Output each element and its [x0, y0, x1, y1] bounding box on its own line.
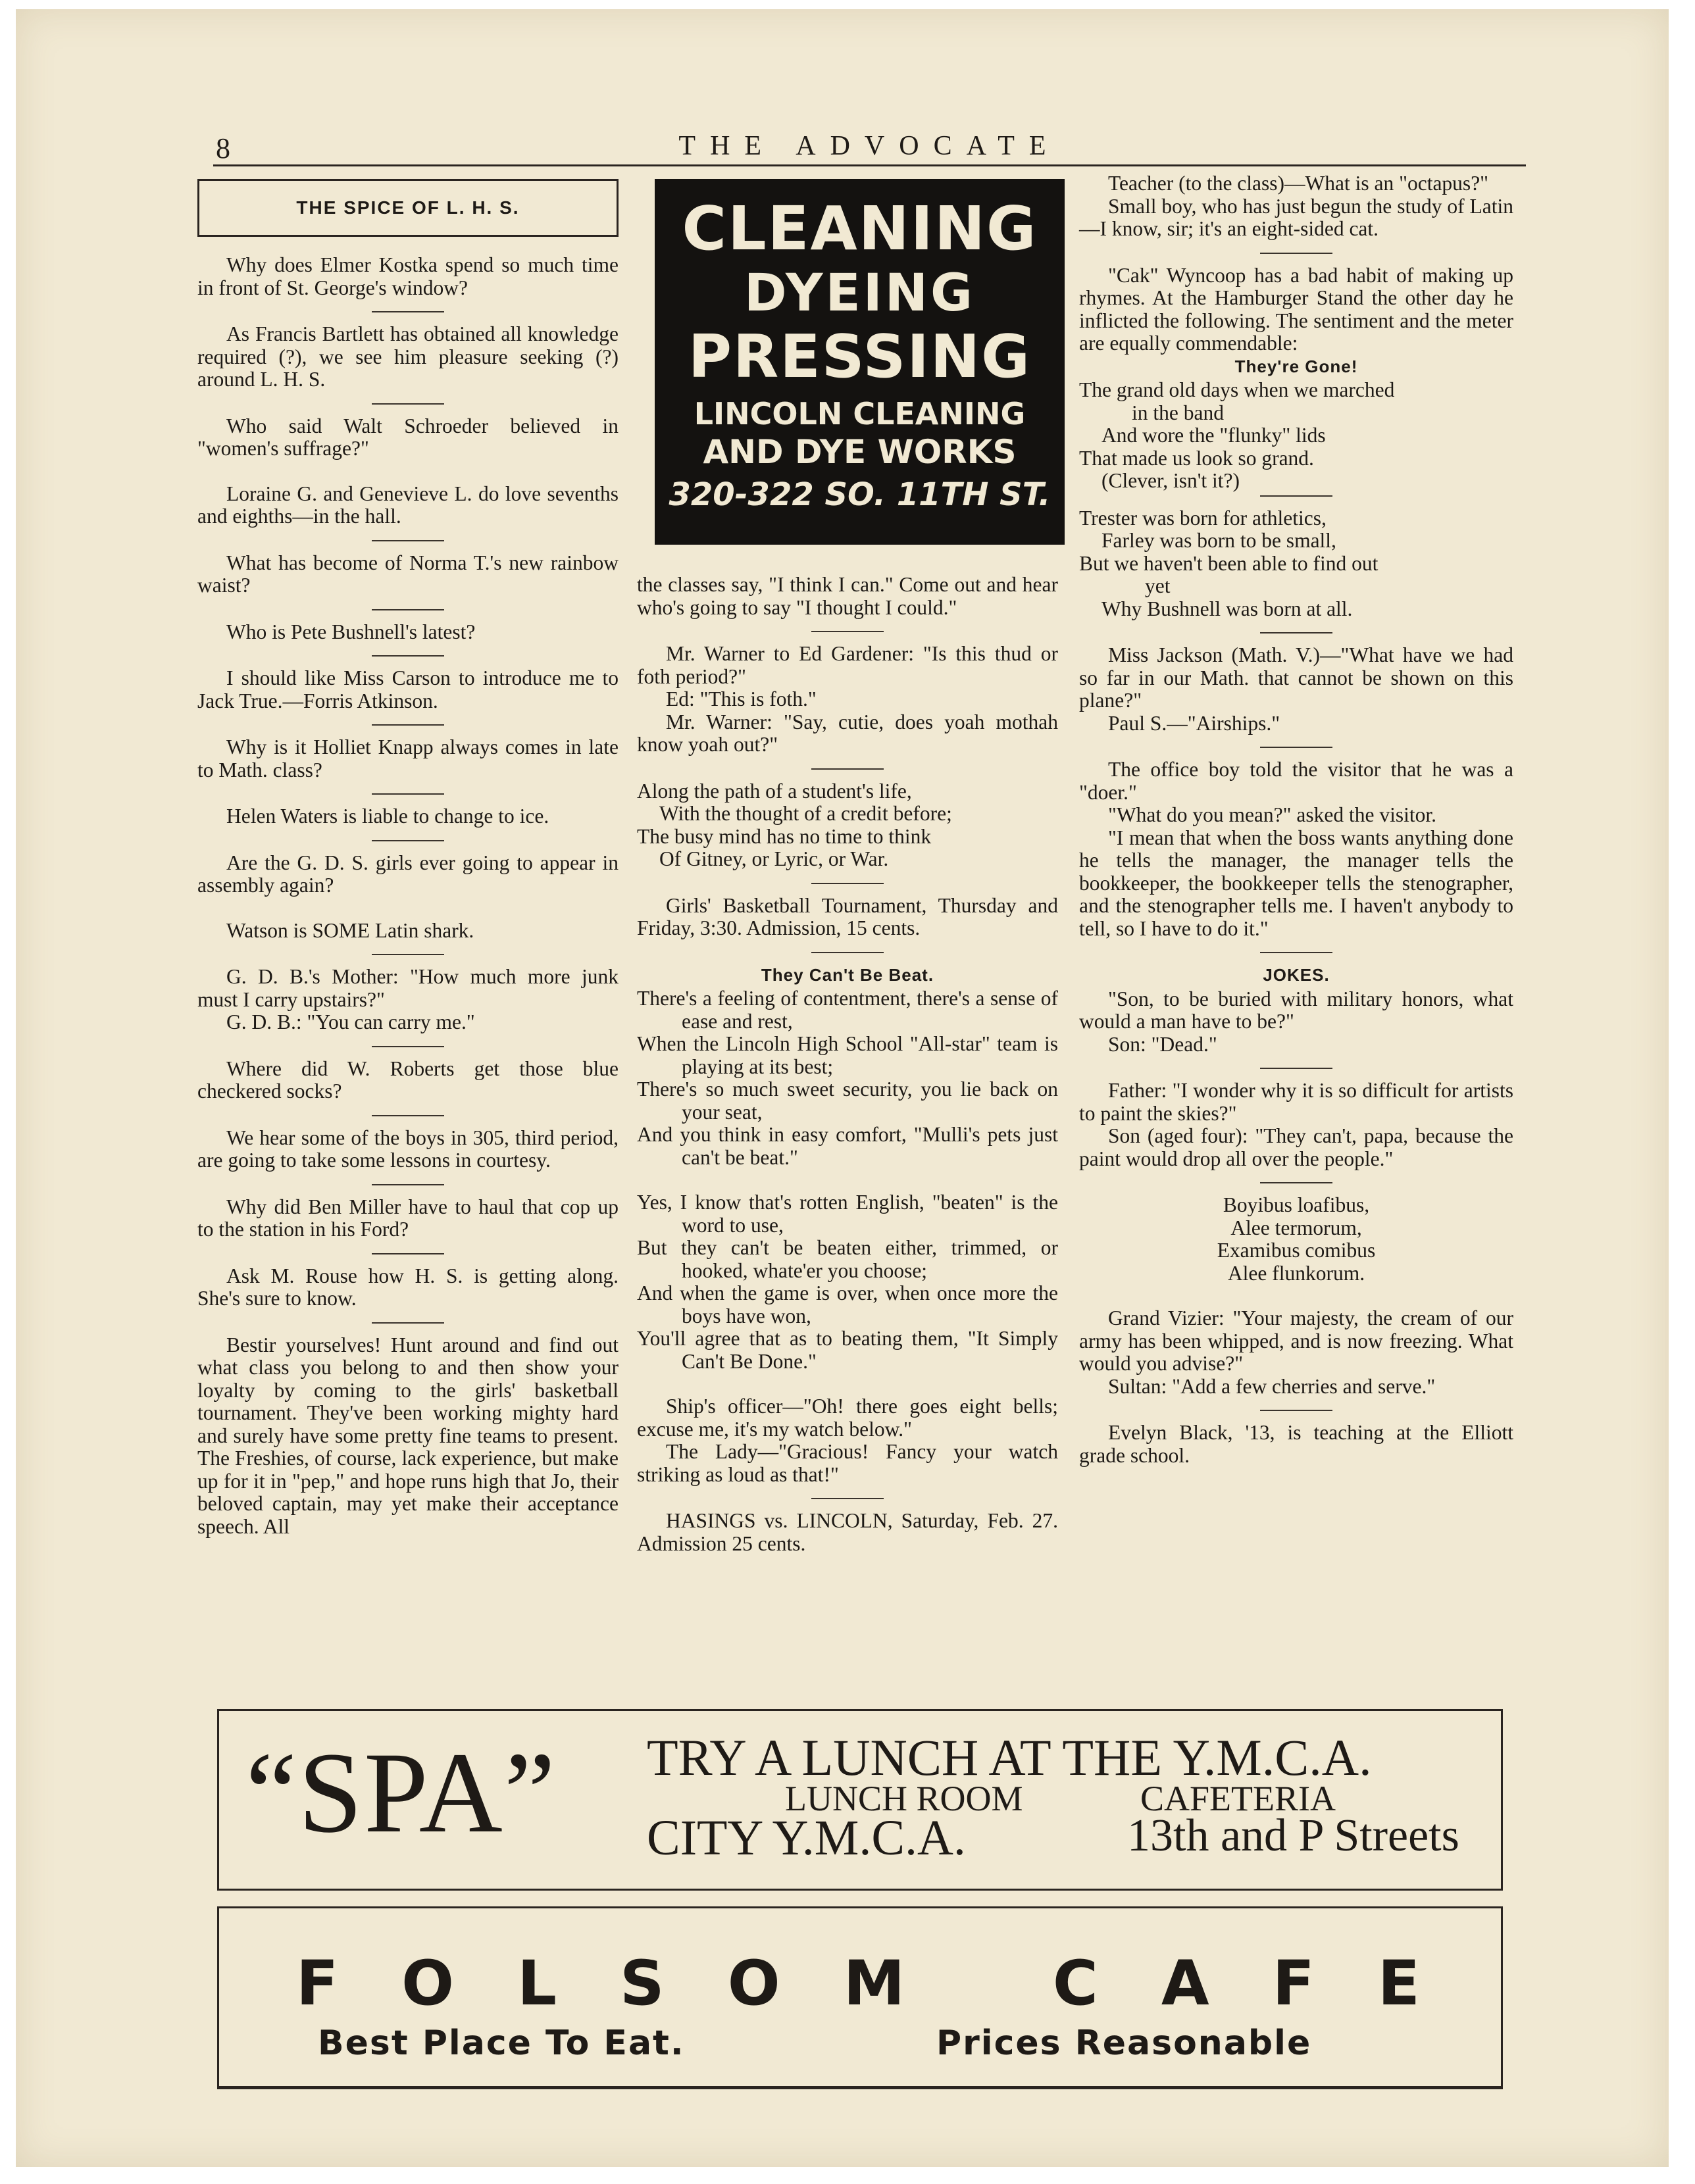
- column-spice: [197, 179, 619, 1560]
- verse-line: When the Lincoln High School "All-star" team is playing at its best;: [637, 1032, 1058, 1078]
- ad-address: 320-322 SO. 11TH ST.: [669, 476, 1051, 513]
- paragraph: Who said Walt Schroeder believed in "women's suffrage?": [197, 414, 619, 460]
- ad-tagline: Prices Reasonable: [936, 2023, 1312, 2063]
- verse-line: The grand old days when we marched: [1079, 378, 1395, 401]
- separator: [372, 840, 444, 841]
- separator: [1260, 495, 1332, 497]
- ad-line: AND DYE WORKS: [703, 433, 1017, 471]
- paragraph: Mr. Warner: "Say, cutie, does yoah mothah know yoah out?": [637, 710, 1058, 756]
- verse-line: Why Bushnell was born at all.: [1101, 597, 1353, 620]
- separator: [372, 403, 444, 405]
- cleaning-advertisement: [655, 179, 1065, 545]
- ad-line: PRESSING: [688, 322, 1032, 391]
- separator: [811, 883, 884, 884]
- paragraph: Father: "I wonder why it is so difficult for artists to paint the skies?": [1079, 1079, 1513, 1125]
- paragraph: We hear some of the boys in 305, third period, are going to take some lessons in courtesy.: [197, 1126, 619, 1172]
- paragraph: Ship's officer—"Oh! there goes eight bells; excuse me, it's my watch below.": [637, 1395, 1058, 1441]
- jokes-title: JOKES.: [1263, 965, 1330, 985]
- paragraph: Bestir yourselves! Hunt around and find out what class you belong to and then show your loyalty by coming to the girls' basketball tournament. They've been working mighty hard and surely have some pretty fine teams to present. The Freshies, of course, lack experience, but make up for it in "pep," and hope runs high that Jo, their beloved captain, may yet make their acceptance speech. All: [197, 1333, 619, 1538]
- ad-line: LINCOLN CLEANING: [694, 396, 1026, 432]
- paragraph: Helen Waters is liable to change to ice.: [226, 805, 549, 828]
- paragraph: What has become of Norma T.'s new rainbow waist?: [197, 551, 619, 597]
- poem: [637, 1191, 1058, 1373]
- paragraph: "What do you mean?" asked the visitor.: [1108, 803, 1436, 826]
- paragraph: The Lady—"Gracious! Fancy your watch striking as loud as that!": [637, 1440, 1058, 1486]
- separator: [1260, 1410, 1332, 1411]
- paragraph: Why is it Holliet Knapp always comes in late to Math. class?: [197, 735, 619, 782]
- separator: [1260, 253, 1332, 254]
- ad-line: LUNCH ROOM: [785, 1779, 1023, 1818]
- paragraph: the classes say, "I think I can." Come out and hear who's going to say "I thought I could.": [637, 573, 1058, 619]
- latin-verse: [1079, 1194, 1513, 1285]
- verse-line: Of Gitney, or Lyric, or War.: [659, 847, 889, 870]
- separator: [372, 1046, 444, 1047]
- separator: [811, 1498, 884, 1499]
- paragraph: Where did W. Roberts get those blue checkered socks?: [197, 1056, 619, 1103]
- separator: [372, 311, 444, 312]
- verse-line: With the thought of a credit before;: [659, 802, 952, 825]
- verse-line: Alee flunkorum.: [1227, 1261, 1365, 1285]
- separator: [372, 655, 444, 657]
- paragraph: Sultan: "Add a few cherries and serve.": [1108, 1374, 1436, 1398]
- column-middle: [637, 574, 1058, 1577]
- verse-line: And wore the "flunky" lids: [1101, 424, 1326, 447]
- separator: [372, 1253, 444, 1254]
- publication-title: THE ADVOCATE: [678, 131, 1061, 161]
- separator: [372, 1184, 444, 1185]
- verse-line: The busy mind has no time to think: [637, 824, 932, 848]
- separator: [811, 952, 884, 953]
- verse-line: There's a feeling of contentment, there's a sense of ease and rest,: [637, 987, 1058, 1033]
- paragraph: Ed: "This is foth.": [666, 687, 817, 710]
- paragraph: Why does Elmer Kostka spend so much time in front of St. George's window?: [197, 253, 619, 299]
- ad-headline: TRY A LUNCH AT THE Y.M.C.A.: [647, 1729, 1372, 1786]
- paragraph: Girls' Basketball Tournament, Thursday and Friday, 3:30. Admission, 15 cents.: [637, 893, 1058, 939]
- verse-line: Farley was born to be small,: [1101, 529, 1336, 552]
- ad-tagline: Best Place To Eat.: [318, 2023, 685, 2063]
- separator: [1260, 632, 1332, 633]
- verse-line: in the band: [1132, 401, 1224, 424]
- paragraph: Teacher (to the class)—What is an "octapus?": [1108, 172, 1489, 195]
- verse-line: (Clever, isn't it?): [1101, 469, 1240, 492]
- separator: [811, 768, 884, 770]
- paragraph: Son: "Dead.": [1108, 1032, 1217, 1056]
- paragraph: Watson is SOME Latin shark.: [226, 918, 474, 942]
- paragraph: The office boy told the visitor that he was a "doer.": [1079, 758, 1513, 804]
- verse-line: Yes, I know that's rotten English, "beaten" is the word to use,: [637, 1191, 1058, 1237]
- paragraph: Who is Pete Bushnell's latest?: [226, 620, 476, 643]
- poem: [637, 987, 1058, 1169]
- poem-title: They're Gone!: [1234, 356, 1358, 376]
- verse-line: Along the path of a student's life,: [637, 779, 912, 803]
- verse-line: You'll agree that as to beating them, "It Simply Can't Be Done.": [637, 1327, 1058, 1373]
- paragraph: I should like Miss Carson to introduce me to Jack True.—Forris Atkinson.: [197, 666, 619, 712]
- page-number: 8: [216, 132, 230, 164]
- verse-line: Trester was born for athletics,: [1079, 506, 1327, 530]
- separator: [1260, 952, 1332, 953]
- verse-line: And when the game is over, when once more the boys have won,: [637, 1281, 1058, 1328]
- paragraph: Grand Vizier: "Your majesty, the cream of our army has been whipped, and is now freezing. What would you advise?": [1079, 1306, 1513, 1375]
- verse-line: But they can't be beaten either, trimmed, or hooked, whate'er you choose;: [637, 1236, 1058, 1282]
- separator: [372, 609, 444, 610]
- section-title-box: THE SPICE OF L. H. S.: [197, 179, 619, 237]
- verse-line: Boyibus loafibus,: [1223, 1193, 1370, 1216]
- separator: [1260, 747, 1332, 748]
- separator: [1260, 1068, 1332, 1069]
- paragraph: "I mean that when the boss wants anything done he tells the manager, the manager tells the bookkeeper, the bookkeeper tells the stenographer, and the stenographer tells me. I haven't anybody to tell, so I have to do it.": [1079, 826, 1513, 940]
- verse-line: But we haven't been able to find out: [1079, 551, 1379, 575]
- separator: [372, 1322, 444, 1324]
- paragraph: Small boy, who has just begun the study of Latin—I know, sir; it's an eight-sided cat.: [1079, 194, 1513, 240]
- ad-line: CITY Y.M.C.A.: [647, 1810, 966, 1866]
- verse-line: That made us look so grand.: [1079, 446, 1314, 470]
- verse-line: yet: [1145, 574, 1171, 597]
- paragraph: "Cak" Wyncoop has a bad habit of making up rhymes. At the Hamburger Stand the other day he inflicted the following. The sentiment and the meter are equally commendable:: [1079, 263, 1513, 355]
- paragraph: Loraine G. and Genevieve L. do love sevenths and eighths—in the hall.: [197, 482, 619, 528]
- paragraph: Paul S.—"Airships.": [1108, 711, 1280, 735]
- verse-line: And you think in easy comfort, "Mulli's pets just can't be beat.": [637, 1123, 1058, 1169]
- ad-line: DYEING: [744, 264, 976, 323]
- cafe-name: FOLSOM CAFE: [295, 1948, 1484, 2020]
- paragraph: G. D. B.: "You can carry me.": [226, 1010, 475, 1033]
- paragraph: Son (aged four): "They can't, papa, because the paint would drop all over the people.": [1079, 1124, 1513, 1170]
- paragraph: As Francis Bartlett has obtained all knowledge required (?), we see him pleasure seeking (?) around L. H. S.: [197, 322, 619, 391]
- spa-ymca-advertisement: [217, 1709, 1503, 1891]
- paragraph: HASINGS vs. LINCOLN, Saturday, Feb. 27. Admission 25 cents.: [637, 1509, 1058, 1555]
- poem-title: They Can't Be Beat.: [761, 964, 934, 985]
- poem: [1079, 507, 1513, 621]
- page-header: [213, 133, 1526, 166]
- poem: [1079, 379, 1513, 493]
- separator: [1260, 1182, 1332, 1183]
- separator: [372, 793, 444, 795]
- ad-address: 13th and P Streets: [1127, 1810, 1459, 1861]
- separator: [372, 540, 444, 541]
- column-jokes: [1079, 172, 1513, 1489]
- ad-line: CLEANING: [682, 193, 1038, 264]
- separator: [372, 954, 444, 955]
- paragraph: Why did Ben Miller have to haul that cop up to the station in his Ford?: [197, 1195, 619, 1241]
- paragraph: G. D. B.'s Mother: "How much more junk must I carry upstairs?": [197, 965, 619, 1011]
- separator: [372, 1115, 444, 1116]
- paragraph: Evelyn Black, '13, is teaching at the Elliott grade school.: [1079, 1421, 1513, 1467]
- separator: [372, 724, 444, 726]
- verse-line: Examibus comibus: [1217, 1239, 1376, 1262]
- verse: [637, 780, 1058, 871]
- folsom-cafe-advertisement: [217, 1906, 1503, 2089]
- spa-logo: “SPA”: [245, 1729, 557, 1857]
- separator: [811, 631, 884, 632]
- paragraph: Are the G. D. S. girls ever going to appear in assembly again?: [197, 851, 619, 897]
- paragraph: Ask M. Rouse how H. S. is getting along. She's sure to know.: [197, 1264, 619, 1310]
- paragraph: Mr. Warner to Ed Gardener: "Is this thud or foth period?": [637, 642, 1058, 688]
- verse-line: There's so much sweet security, you lie back on your seat,: [637, 1078, 1058, 1124]
- paragraph: Miss Jackson (Math. V.)—"What have we had so far in our Math. that cannot be shown on this plane?": [1079, 643, 1513, 712]
- paragraph: "Son, to be buried with military honors, what would a man have to be?": [1079, 987, 1513, 1033]
- verse-line: Alee termorum,: [1230, 1216, 1362, 1239]
- ad-line: CAFETERIA: [1140, 1779, 1336, 1818]
